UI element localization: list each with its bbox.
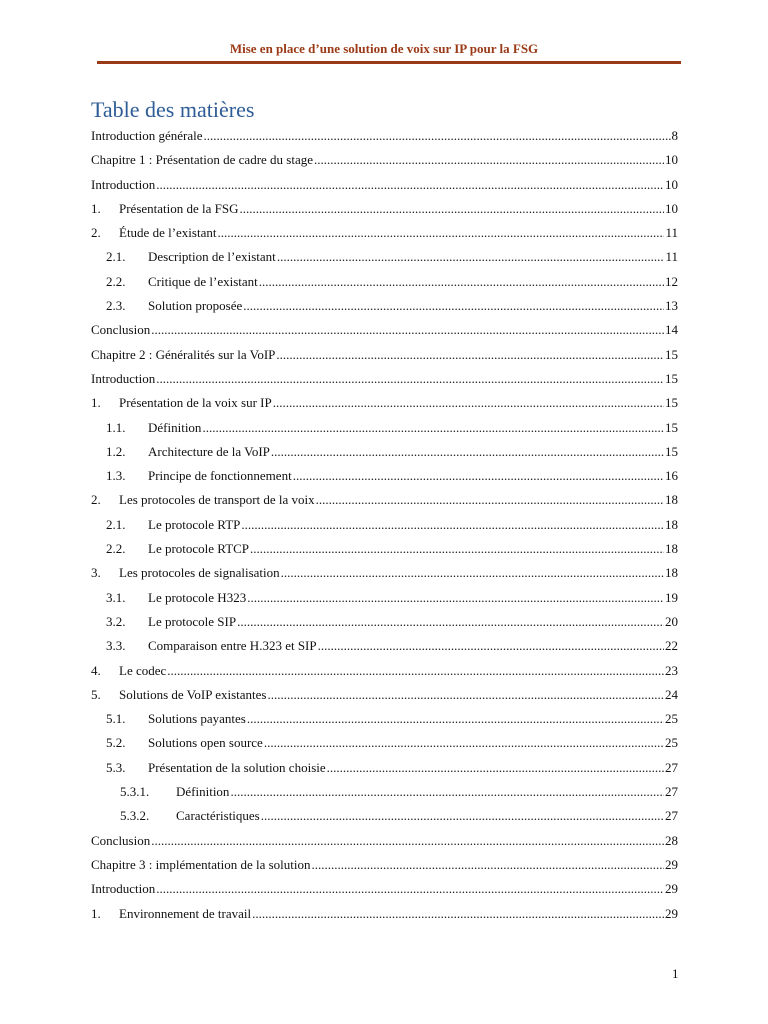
toc-entry-title: Introduction bbox=[91, 176, 156, 192]
toc-entry-title: Description de l’existant bbox=[148, 249, 276, 265]
toc-entry[interactable] bbox=[91, 707, 678, 731]
toc-entry[interactable] bbox=[91, 586, 678, 610]
toc-entry-number: 5.3. bbox=[106, 759, 126, 775]
toc-entry-title: Présentation de la FSG bbox=[119, 200, 239, 216]
toc-entry-title: Le codec bbox=[119, 662, 167, 678]
dot-leader bbox=[264, 731, 664, 755]
dot-leader bbox=[277, 245, 665, 269]
toc-entry-page: 18 bbox=[665, 541, 678, 557]
dot-leader bbox=[267, 683, 664, 707]
toc-entry[interactable] bbox=[91, 877, 678, 901]
dot-leader bbox=[156, 877, 664, 901]
toc-entry-number: 2.1. bbox=[106, 249, 126, 265]
toc-entry-title: Chapitre 1 : Présentation de cadre du stage bbox=[91, 152, 314, 168]
toc-entry-page: 16 bbox=[665, 468, 678, 484]
toc-entry-page: 13 bbox=[665, 298, 678, 314]
toc-entry-title: Solutions de VoIP existantes bbox=[119, 686, 267, 702]
dot-leader bbox=[247, 586, 664, 610]
toc-entry-title: Le protocole RTCP bbox=[148, 541, 250, 557]
toc-entry[interactable] bbox=[91, 197, 678, 221]
toc-entry-number: 1. bbox=[91, 200, 101, 216]
table-of-contents bbox=[91, 124, 678, 926]
toc-entry[interactable] bbox=[91, 561, 678, 585]
toc-entry-page: 29 bbox=[665, 905, 678, 921]
toc-entry-title: Critique de l’existant bbox=[148, 273, 258, 289]
toc-entry[interactable] bbox=[91, 391, 678, 415]
toc-entry-title: Le protocole SIP bbox=[148, 613, 237, 629]
toc-entry-title: Chapitre 2 : Généralités sur la VoIP bbox=[91, 346, 276, 362]
toc-entry[interactable] bbox=[91, 488, 678, 512]
toc-entry-title: Introduction générale bbox=[91, 128, 203, 143]
toc-entry[interactable] bbox=[91, 367, 678, 391]
toc-entry-page: 20 bbox=[665, 613, 678, 629]
dot-leader bbox=[237, 610, 664, 634]
dot-leader bbox=[312, 853, 664, 877]
toc-entry-number: 3.2. bbox=[106, 613, 126, 629]
toc-entry-page: 14 bbox=[665, 322, 678, 338]
toc-entry[interactable] bbox=[91, 853, 678, 877]
toc-entry-number: 1.1. bbox=[106, 419, 126, 435]
toc-entry-title: Définition bbox=[148, 419, 202, 435]
toc-entry-number: 5.1. bbox=[106, 711, 126, 727]
toc-entry-page: 24 bbox=[665, 686, 678, 702]
toc-entry-title: Définition bbox=[176, 784, 230, 800]
toc-entry[interactable] bbox=[91, 659, 678, 683]
toc-entry[interactable] bbox=[91, 173, 678, 197]
toc-entry[interactable] bbox=[91, 804, 678, 828]
toc-entry[interactable] bbox=[91, 318, 678, 342]
header-rule bbox=[97, 61, 681, 64]
toc-entry[interactable] bbox=[91, 343, 678, 367]
toc-entry[interactable] bbox=[91, 537, 678, 561]
dot-leader bbox=[230, 780, 664, 804]
running-header-text: Mise en place d’une solution de voix sur IP pour la FSG bbox=[229, 41, 539, 56]
toc-entry-number: 3. bbox=[91, 565, 101, 581]
toc-entry[interactable] bbox=[91, 440, 678, 464]
toc-entry-number: 5.3.2. bbox=[120, 808, 150, 824]
toc-entry-page: 8 bbox=[671, 128, 678, 143]
toc-entry-title: Principe de fonctionnement bbox=[148, 468, 292, 484]
toc-entry-number: 3.3. bbox=[106, 638, 126, 654]
toc-entry-page: 25 bbox=[665, 735, 678, 751]
toc-entry-number: 2. bbox=[91, 225, 101, 241]
dot-leader bbox=[314, 148, 664, 172]
toc-entry-page: 11 bbox=[665, 249, 678, 265]
toc-entry-title: Le protocole H323 bbox=[148, 589, 247, 605]
toc-entry-page: 10 bbox=[665, 200, 678, 216]
dot-leader bbox=[217, 221, 664, 245]
toc-entry-number: 2.2. bbox=[106, 273, 126, 289]
dot-leader bbox=[167, 659, 664, 683]
toc-entry-number: 1. bbox=[91, 395, 101, 411]
toc-entry[interactable] bbox=[91, 610, 678, 634]
toc-entry-page: 28 bbox=[665, 832, 678, 848]
toc-entry-title: Les protocoles de transport de la voix bbox=[119, 492, 315, 508]
toc-entry-title: Le protocole RTP bbox=[148, 516, 241, 532]
toc-entry-page: 15 bbox=[665, 395, 678, 411]
toc-entry-page: 18 bbox=[665, 565, 678, 581]
toc-entry[interactable] bbox=[91, 416, 678, 440]
toc-entry-page: 29 bbox=[665, 856, 678, 872]
toc-entry-page: 10 bbox=[665, 176, 678, 192]
toc-entry-page: 27 bbox=[665, 784, 678, 800]
dot-leader bbox=[252, 902, 664, 926]
toc-entry-title: Conclusion bbox=[91, 322, 151, 338]
toc-entry-page: 19 bbox=[665, 589, 678, 605]
toc-entry[interactable] bbox=[91, 124, 678, 148]
toc-entry-title: Présentation de la voix sur IP bbox=[119, 395, 272, 411]
toc-entry[interactable] bbox=[91, 634, 678, 658]
toc-entry-number: 1.2. bbox=[106, 443, 126, 459]
toc-entry[interactable] bbox=[91, 683, 678, 707]
toc-entry-number: 1. bbox=[91, 905, 101, 921]
toc-entry[interactable] bbox=[91, 756, 678, 780]
toc-entry-title: Présentation de la solution choisie bbox=[148, 759, 326, 775]
toc-entry[interactable] bbox=[91, 270, 678, 294]
toc-entry[interactable] bbox=[91, 731, 678, 755]
toc-entry[interactable] bbox=[91, 902, 678, 926]
dot-leader bbox=[259, 270, 664, 294]
toc-entry-number: 1.3. bbox=[106, 468, 126, 484]
dot-leader bbox=[327, 756, 664, 780]
toc-entry-title: Les protocoles de signalisation bbox=[119, 565, 280, 581]
toc-entry-number: 2.1. bbox=[106, 516, 126, 532]
toc-entry-title: Conclusion bbox=[91, 832, 151, 848]
toc-entry[interactable] bbox=[91, 245, 678, 269]
toc-entry-title: Solutions payantes bbox=[148, 711, 246, 727]
dot-leader bbox=[156, 367, 664, 391]
dot-leader bbox=[261, 804, 664, 828]
toc-entry-page: 27 bbox=[665, 759, 678, 775]
toc-entry-number: 2.2. bbox=[106, 541, 126, 557]
toc-entry[interactable] bbox=[91, 464, 678, 488]
toc-entry[interactable] bbox=[91, 221, 678, 245]
toc-entry-title: Solutions open source bbox=[148, 735, 263, 751]
dot-leader bbox=[250, 537, 664, 561]
toc-entry[interactable] bbox=[91, 513, 678, 537]
dot-leader bbox=[293, 464, 664, 488]
toc-entry-page: 23 bbox=[665, 662, 678, 678]
dot-leader bbox=[151, 318, 664, 342]
dot-leader bbox=[241, 513, 664, 537]
dot-leader bbox=[156, 173, 664, 197]
toc-title: Table des matières bbox=[91, 97, 255, 122]
dot-leader bbox=[240, 197, 664, 221]
dot-leader bbox=[151, 829, 664, 853]
toc-entry-page: 12 bbox=[665, 273, 678, 289]
toc-entry[interactable] bbox=[91, 780, 678, 804]
toc-entry-number: 5.3.1. bbox=[120, 784, 150, 800]
toc-entry-title: Solution proposée bbox=[148, 298, 243, 314]
toc-entry-number: 4. bbox=[91, 662, 101, 678]
toc-entry-number: 3.1. bbox=[106, 589, 126, 605]
toc-entry-page: 22 bbox=[665, 638, 678, 654]
dot-leader bbox=[247, 707, 664, 731]
dot-leader bbox=[276, 343, 664, 367]
toc-entry-title: Introduction bbox=[91, 881, 156, 897]
dot-leader bbox=[318, 634, 664, 658]
dot-leader bbox=[202, 416, 664, 440]
toc-entry-title: Chapitre 3 : implémentation de la solution bbox=[91, 856, 311, 872]
dot-leader bbox=[243, 294, 664, 318]
toc-entry-title: Environnement de travail bbox=[119, 905, 252, 921]
toc-entry-page: 29 bbox=[665, 881, 678, 897]
toc-entry-page: 15 bbox=[665, 443, 678, 459]
toc-entry-page: 15 bbox=[665, 419, 678, 435]
toc-entry-page: 27 bbox=[665, 808, 678, 824]
toc-entry-page: 25 bbox=[665, 711, 678, 727]
toc-entry-page: 10 bbox=[665, 152, 678, 168]
dot-leader bbox=[204, 124, 671, 148]
toc-entry-number: 5.2. bbox=[106, 735, 126, 751]
page-number: 1 bbox=[672, 966, 679, 981]
toc-entry-page: 18 bbox=[665, 516, 678, 532]
toc-entry-number: 2.3. bbox=[106, 298, 126, 314]
dot-leader bbox=[316, 488, 664, 512]
toc-entry-title: Introduction bbox=[91, 370, 156, 386]
dot-leader bbox=[271, 440, 664, 464]
toc-entry-title: Architecture de la VoIP bbox=[148, 443, 270, 459]
toc-entry[interactable] bbox=[91, 829, 678, 853]
toc-entry-page: 11 bbox=[665, 225, 678, 241]
dot-leader bbox=[281, 561, 664, 585]
toc-entry-page: 18 bbox=[665, 492, 678, 508]
toc-entry-title: Caractéristiques bbox=[176, 808, 260, 824]
toc-entry-title: Comparaison entre H.323 et SIP bbox=[148, 638, 317, 654]
running-header bbox=[0, 40, 768, 58]
toc-entry-page: 15 bbox=[665, 370, 678, 386]
toc-entry-title: Étude de l’existant bbox=[119, 225, 217, 241]
toc-entry[interactable] bbox=[91, 148, 678, 172]
dot-leader bbox=[273, 391, 664, 415]
toc-entry[interactable] bbox=[91, 294, 678, 318]
toc-entry-page: 15 bbox=[665, 346, 678, 362]
toc-entry-number: 5. bbox=[91, 686, 101, 702]
toc-entry-number: 2. bbox=[91, 492, 101, 508]
